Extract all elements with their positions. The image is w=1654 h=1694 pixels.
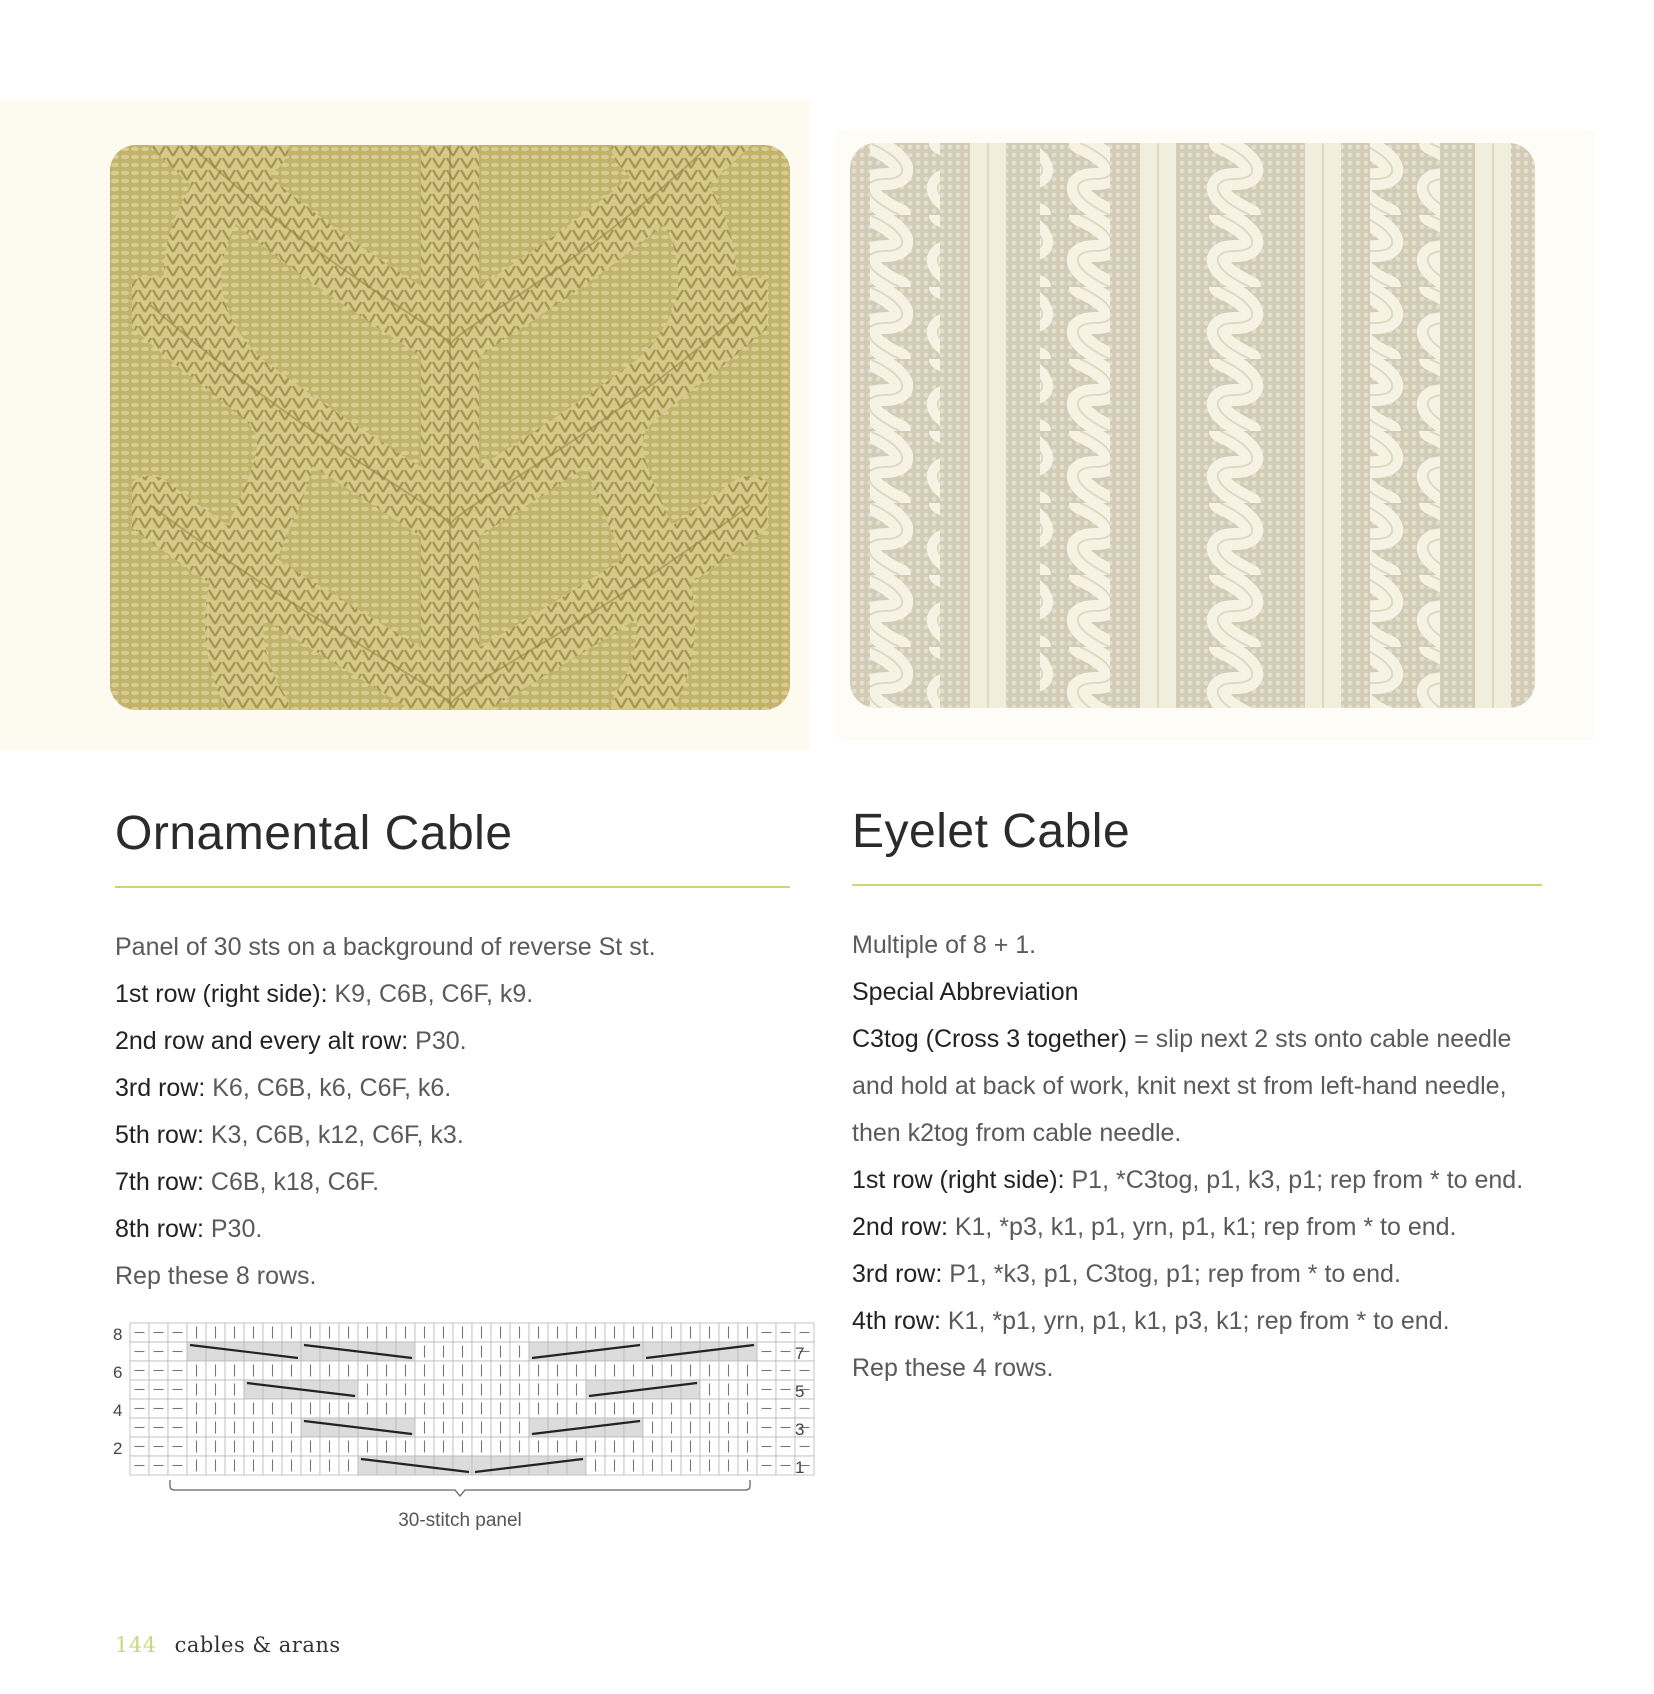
instruction-line: 2nd row: K1, *p3, k1, p1, yrn, p1, k1; rep from * to end. [852,1213,1457,1241]
chart-cell [206,1342,225,1361]
ornamental-cable-instructions [115,924,790,1300]
page-footer [115,1633,341,1657]
row-number-8: 8 [113,1325,123,1344]
instruction-line: 1st row (right side): K9, C6B, C6F, k9. [115,980,534,1008]
chart-cell [662,1342,681,1361]
instruction-line: C3tog (Cross 3 together) = slip next 2 sts onto cable needle and hold at back of work, knit next st from left-hand needle, then k2tog from cable needle. [852,1025,1512,1147]
title-rule [852,884,1542,886]
eyelet-cable-instructions [852,922,1542,1392]
instruction-line: 2nd row and every alt row: P30. [115,1027,467,1055]
chart-cell [719,1342,738,1361]
instruction-line: 3rd row: K6, C6B, k6, C6F, k6. [115,1074,452,1102]
eyelet-cable-section [852,805,1542,1392]
instruction-line: 1st row (right side): P1, *C3tog, p1, k3, p1; rep from * to end. [852,1166,1524,1194]
chart-cell [605,1380,624,1399]
chart-cell [548,1418,567,1437]
row-number-4: 4 [113,1401,123,1420]
ornamental-cable-photo [110,145,790,710]
row-number-1: 1 [795,1458,805,1477]
instruction-line: Special Abbreviation [852,978,1079,1006]
chart-cell [491,1456,510,1475]
instruction-line: Multiple of 8 + 1. [852,931,1037,959]
chart-cell [434,1456,453,1475]
section-name: cables & arans [174,1633,341,1657]
title-rule [115,886,790,888]
eyelet-cable-title: Eyelet Cable [852,805,1131,858]
page-number: 144 [115,1633,157,1657]
instruction-line: 4th row: K1, *p1, yrn, p1, k1, p3, k1; rep from * to end. [852,1307,1450,1335]
panel-bracket [170,1480,750,1496]
chart-cell [377,1418,396,1437]
chart-cell [605,1418,624,1437]
ornamental-cable-chart [105,1318,815,1538]
instruction-line: 5th row: K3, C6B, k12, C6F, k3. [115,1121,464,1149]
row-number-6: 6 [113,1363,123,1382]
row-number-5: 5 [795,1382,805,1401]
instruction-line: 8th row: P30. [115,1215,263,1243]
chart-cell [263,1342,282,1361]
instruction-line: Panel of 30 sts on a background of reverse St st. [115,933,656,961]
chart-cell [548,1342,567,1361]
ornamental-cable-section [115,807,790,1300]
row-number-3: 3 [795,1420,805,1439]
instruction-line: 3rd row: P1, *k3, p1, C3tog, p1; rep from * to end. [852,1260,1401,1288]
chart-cell [320,1380,339,1399]
chart-cell [263,1380,282,1399]
chart-cell [548,1456,567,1475]
panel-label: 30-stitch panel [398,1510,522,1531]
row-number-7: 7 [795,1344,805,1363]
chart-cell [662,1380,681,1399]
instruction-line: 7th row: C6B, k18, C6F. [115,1168,380,1196]
chart-cell [377,1342,396,1361]
chart-cell [377,1456,396,1475]
eyelet-cable-photo [850,143,1535,708]
row-number-2: 2 [113,1439,123,1458]
instruction-line: Rep these 8 rows. [115,1262,317,1290]
chart-cell [320,1418,339,1437]
chart-cell [320,1342,339,1361]
ornamental-cable-title: Ornamental Cable [115,807,513,860]
chart-cell [605,1342,624,1361]
instruction-line: Rep these 4 rows. [852,1354,1054,1382]
